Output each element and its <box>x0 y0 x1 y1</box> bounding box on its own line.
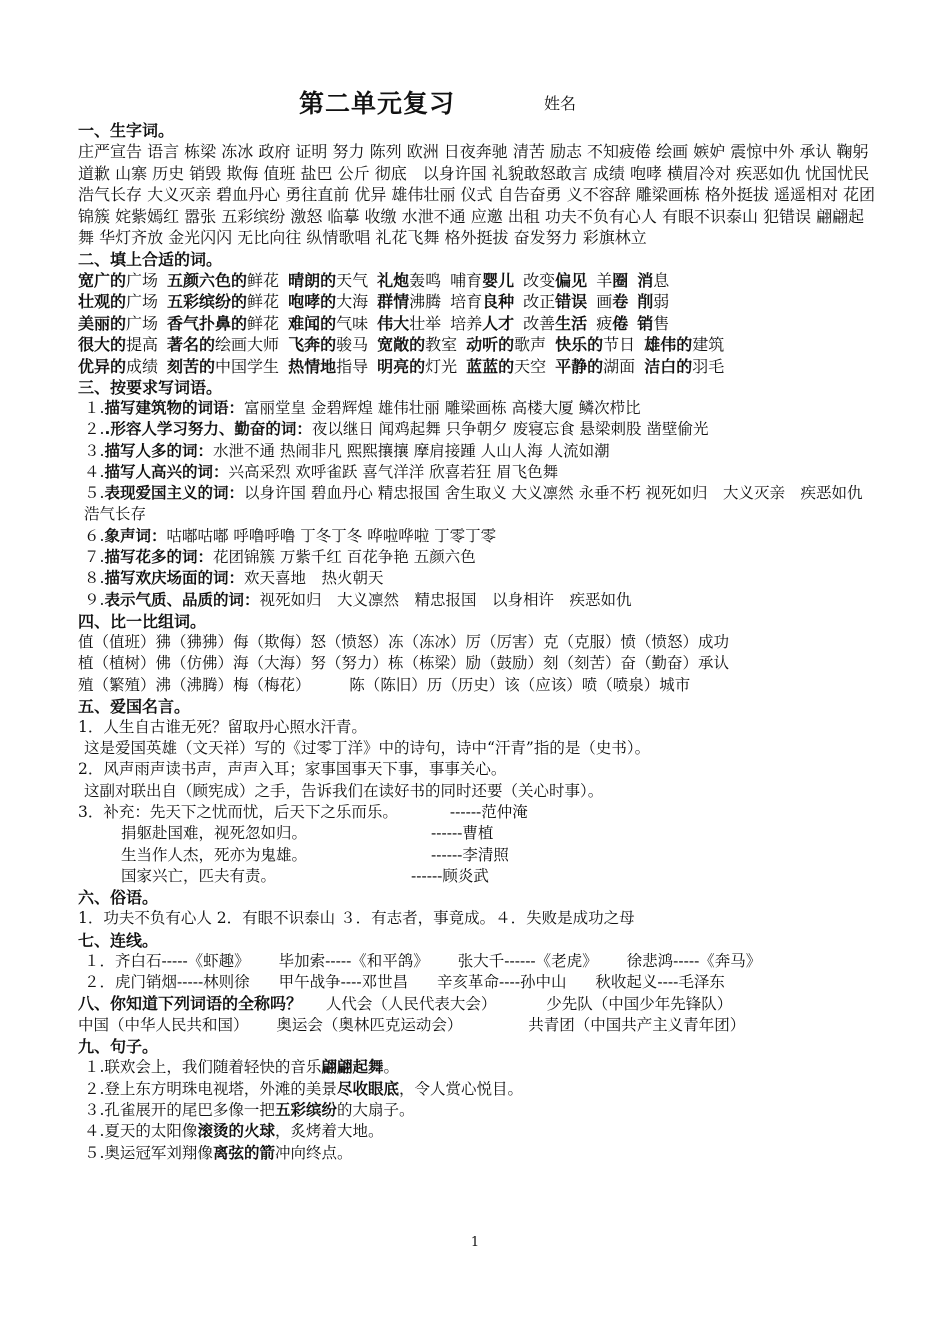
match-item: 毕加索-----《和平鸽》 <box>278 951 429 970</box>
match-item: 辛亥革命----孙中山 <box>437 972 567 991</box>
abbreviation: 少先队（中国少年先锋队） <box>546 995 733 1014</box>
word-group <box>84 590 878 611</box>
title-row <box>78 88 878 120</box>
fill-part: 宽广的 <box>78 270 127 290</box>
abbreviation: 人代会（人民代表大会） <box>325 995 497 1014</box>
fill-part: 飞奔的 <box>288 335 337 354</box>
fill-part: 卷 <box>612 292 629 311</box>
sentence <box>84 1143 878 1164</box>
abbreviation: 奥运会（奥林匹克运动会） <box>276 1016 463 1035</box>
section-8-row <box>78 993 878 1015</box>
compare-line: 植（植树）佛（仿佛）海（大海）努（努力）栋（栋梁）励（鼓励）刻（刻苦）奋（勤奋）承认 <box>78 654 730 673</box>
fill-item <box>167 314 279 333</box>
item-number: ９. <box>84 590 105 609</box>
fill-part: 难闻的 <box>288 313 337 333</box>
section-2-table <box>78 270 878 378</box>
compare-line: 殖（繁殖）沸（沸腾）梅（梅花） 陈（陈旧）历（历史）该（应该）喷（喷泉）城市 <box>78 675 691 694</box>
fill-item <box>555 357 635 376</box>
match-item: １．齐白石-----《虾趣》 <box>84 951 250 970</box>
word-group-label: 描写建筑物的词语： <box>104 399 244 417</box>
fill-part: 成绩 <box>126 356 159 376</box>
quote-line <box>78 802 878 823</box>
fill-item <box>288 314 368 333</box>
fill-item <box>523 314 587 333</box>
section-4-heading: 四、比一比组词。 <box>78 611 207 631</box>
word-group <box>84 462 878 483</box>
word-group <box>84 568 878 589</box>
fill-item <box>78 335 158 354</box>
fill-part: 指导 <box>336 356 369 376</box>
section-8-heading: 八、你知道下列词语的全称吗？ <box>78 994 303 1014</box>
fill-part: 歌声 <box>514 335 547 354</box>
match-item: 甲午战争----邓世昌 <box>278 972 409 991</box>
fill-part: 削 <box>637 292 654 311</box>
fill-part: 提高 <box>126 335 159 354</box>
document-page <box>78 88 878 1164</box>
fill-part: 快乐的 <box>555 335 604 354</box>
sentence-text: ３.孔雀展开的尾巴多像一把 <box>84 1101 275 1120</box>
fill-part: 售 <box>653 313 670 333</box>
word-group-label: 描写人高兴的词： <box>104 462 229 481</box>
quote-line <box>78 866 878 887</box>
sentence-text: ，炙烤着大地。 <box>274 1122 384 1141</box>
quote-author: ------范仲淹 <box>449 803 528 822</box>
fill-item <box>450 314 514 333</box>
fill-part: 五彩缤纷的 <box>167 292 248 311</box>
word-group-text: 欢天喜地 热火朝天 <box>243 569 384 588</box>
sentence-text: 的大扇子。 <box>336 1101 415 1120</box>
sentence-keyword: 翩翩起舞 <box>321 1058 384 1077</box>
fill-item <box>167 335 279 354</box>
fill-part: 节日 <box>603 335 636 354</box>
word-group-label: 描写人多的词： <box>104 441 213 460</box>
fill-part: 宽敞的 <box>377 335 426 354</box>
fill-part: 晴朗的 <box>288 270 337 290</box>
fill-item <box>78 271 158 290</box>
word-group-label: 描写欢庆场面的词： <box>104 569 244 588</box>
fill-item <box>450 271 514 290</box>
match-item: 徐悲鸿-----《奔马》 <box>626 951 762 970</box>
match-item: 秋收起义----毛泽东 <box>595 972 725 991</box>
fill-part: 羊 <box>596 270 613 290</box>
sentence-text: ２.登上东方明珠电视塔，外滩的美景 <box>84 1079 337 1098</box>
fill-part: 改正 <box>523 292 556 311</box>
section-9-heading: 九、句子。 <box>78 1037 159 1057</box>
fill-part: 息 <box>653 270 670 290</box>
fill-part: 气味 <box>336 313 369 333</box>
quote-line <box>78 823 878 844</box>
fill-item <box>596 271 628 290</box>
fill-part: 弱 <box>653 292 670 311</box>
quote-text: 生当作人杰，死亦为鬼雄。 <box>121 845 308 864</box>
name-label: 姓名 <box>544 94 577 113</box>
fill-item <box>466 335 546 354</box>
word-group <box>84 419 878 440</box>
word-group-text: 视死如归 大义凛然 精忠报国 以身相许 疾恶如仇 <box>259 590 632 609</box>
page-title: 第二单元复习 <box>299 89 456 118</box>
section-1-heading: 一、生字词。 <box>78 121 175 140</box>
fill-part: 画 <box>596 292 613 311</box>
quote-author: ------顾炎武 <box>411 866 489 885</box>
sentence-keyword: 滚烫的火球 <box>197 1122 275 1141</box>
sentence <box>84 1121 878 1142</box>
fill-part: 伟大 <box>377 313 410 333</box>
sentence-text: ５.奥运冠军刘翔像 <box>84 1143 213 1162</box>
fill-item <box>637 292 669 311</box>
fill-part: 咆哮的 <box>288 292 337 311</box>
word-group <box>84 398 878 419</box>
fill-item <box>377 271 441 290</box>
fill-part: 轰鸣 <box>409 270 442 290</box>
fill-part: 沸腾 <box>409 292 442 311</box>
fill-part: 著名的 <box>167 335 216 354</box>
quote-line: 这是爱国英雄（文天祥）写的《过零丁洋》中的诗句，诗中“汗青”指的是（史书）。 <box>84 739 651 758</box>
sentence <box>84 1057 878 1078</box>
fill-part: 婴儿 <box>482 270 515 290</box>
fill-item <box>637 271 669 290</box>
fill-part: 疲 <box>596 313 613 333</box>
section-3-list <box>78 398 878 611</box>
word-group-text: 咕嘟咕嘟 呼噜呼噜 丁冬丁冬 哗啦哗啦 丁零丁零 <box>166 526 497 545</box>
section-2-heading: 二、填上合适的词。 <box>78 249 223 269</box>
fill-item <box>450 292 514 311</box>
fill-item <box>377 292 441 311</box>
word-group-label: 表现爱国主义的词： <box>104 484 244 503</box>
fill-part: 热情地 <box>288 356 337 376</box>
fill-part: 蓝蓝的 <box>466 356 515 376</box>
fill-item <box>78 357 158 376</box>
fill-item <box>637 314 669 333</box>
section-6-heading: 六、俗语。 <box>78 888 159 908</box>
word-group <box>84 547 878 568</box>
item-number: ２. <box>84 420 105 439</box>
fill-item <box>523 271 587 290</box>
fill-row <box>78 313 878 335</box>
abbreviation: 中国（中华人民共和国） <box>78 1016 249 1035</box>
fill-item <box>644 357 724 376</box>
word-group-text: 兴高采烈 欢呼雀跃 喜气洋洋 欣喜若狂 眉飞色舞 <box>228 462 559 481</box>
compare-line: 值（值班）狒（狒狒）侮（欺侮）怒（愤怒）冻（冻冰）厉（厉害）克（克服）愤（愤怒）成功 <box>78 632 730 651</box>
word-group-label: 象声词： <box>104 526 167 545</box>
word-group-label: 描写花多的词： <box>104 548 213 567</box>
sentence-text: １.联欢会上，我们随着轻快的音乐 <box>84 1058 322 1077</box>
proverb-line: 1．功夫不负有心人 2．有眼不识泰山 ３．有志者，事竟成。４．失败是成功之母 <box>78 909 635 928</box>
quote-text: 国家兴亡，匹夫有责。 <box>121 866 277 885</box>
item-number: ６. <box>84 526 105 545</box>
match-line <box>78 951 878 972</box>
sentence-text: 冲向终点。 <box>274 1143 353 1162</box>
fill-part: 湖面 <box>603 356 636 376</box>
page-number: 1 <box>470 1235 480 1250</box>
quote-line: 1．人生自古谁无死？留取丹心照水汗青。 <box>78 717 367 736</box>
fill-part: 销 <box>637 313 654 333</box>
fill-row <box>78 291 878 313</box>
fill-part: 天空 <box>514 356 547 376</box>
fill-part: 大海 <box>336 292 369 311</box>
fill-part: 培育 <box>450 292 483 311</box>
fill-part: 鲜花 <box>247 270 280 290</box>
section-5-heading: 五、爱国名言。 <box>78 696 191 716</box>
sentence-text: 。 <box>383 1058 399 1077</box>
sentence <box>84 1100 878 1121</box>
word-group <box>84 483 878 526</box>
section-3-heading: 三、按要求写词语。 <box>78 378 223 397</box>
fill-row <box>78 356 878 378</box>
fill-part: 骏马 <box>336 335 369 354</box>
fill-part: 天气 <box>336 270 369 290</box>
fill-item <box>78 314 158 333</box>
fill-part: 错误 <box>555 292 588 311</box>
item-number: ５. <box>84 484 105 503</box>
fill-part: 消 <box>637 270 654 290</box>
item-number: ４. <box>84 462 105 481</box>
word-group-label: 表示气质、品质的词： <box>104 590 260 609</box>
sentence-keyword: 离弦的箭 <box>212 1143 275 1162</box>
quote-text: 捐躯赴国难，视死忽如归。 <box>121 824 308 843</box>
fill-part: 培养 <box>450 313 483 333</box>
fill-row <box>78 334 878 356</box>
sentence-keyword: 尽收眼底 <box>336 1079 399 1098</box>
fill-part: 刻苦的 <box>167 356 216 376</box>
match-line <box>78 972 878 993</box>
fill-item <box>288 357 368 376</box>
fill-part: 建筑 <box>692 335 725 354</box>
sentence-text: ，令人赏心悦目。 <box>398 1079 523 1098</box>
fill-item <box>288 271 368 290</box>
fill-part: 鲜花 <box>247 313 280 333</box>
fill-row <box>78 270 878 292</box>
fill-part: 五颜六色的 <box>167 270 248 290</box>
section-1-words: 庄严宣告 语言 栋梁 冻冰 政府 证明 努力 陈列 欧洲 日夜奔驰 清苦 励志 不知疲倦 绘画 嫉妒 震惊中外 承认 鞠躬 道歉 山寨 历史 销毁 欺侮 值班 盐巴 公斤 彻底 以身许国 礼貌敢怒敢言 成绩 咆哮 横眉冷对 疾恶如仇 忧国忧民 浩气长存 大义灭亲 碧血丹心 勇往直前 优异 雄伟壮丽 仪式 自告奋勇 义不容辞 雕梁画栋 格外挺拔 遥遥相对 花团锦簇 姹紫嫣红 嚣张 五彩缤纷 激怒 临摹 收缴 水泄不通 应邀 出租 功夫不负有心人 有眼不识泰山 犯错误 翩翩起舞 华灯齐放 金光闪闪 无比向往 纵情歌唱 礼花飞舞 格外挺拔 奋发努力 彩旗林立 <box>78 142 876 247</box>
fill-item <box>644 335 724 354</box>
fill-part: 很大的 <box>78 335 127 354</box>
item-number: ７. <box>84 548 105 567</box>
fill-item <box>377 335 457 354</box>
fill-part: 偏见 <box>555 270 588 290</box>
fill-part: 灯光 <box>425 356 458 376</box>
quote-line: 这副对联出自（顾宪成）之手，告诉我们在读好书的同时还要（关心时事）。 <box>84 781 604 800</box>
sentence-keyword: 五彩缤纷 <box>274 1101 337 1120</box>
fill-item <box>78 292 158 311</box>
sentence-text: ４.夏天的太阳像 <box>84 1122 198 1141</box>
fill-item <box>288 292 368 311</box>
fill-part: 鲜花 <box>247 292 280 311</box>
word-group-text: 富丽堂皇 金碧辉煌 雄伟壮丽 雕梁画栋 高楼大厦 鳞次栉比 <box>243 399 641 417</box>
word-group-text: 夜以继日 闻鸡起舞 只争朝夕 废寝忘食 悬梁刺股 凿壁偷光 <box>311 420 709 439</box>
fill-item <box>596 292 628 311</box>
fill-item <box>288 335 368 354</box>
quote-author: ------李清照 <box>431 845 509 864</box>
fill-part: 生活 <box>555 313 588 333</box>
fill-part: 洁白的 <box>644 356 693 376</box>
fill-part: 平静的 <box>555 356 604 376</box>
item-number: ８. <box>84 569 105 588</box>
fill-part: 广场 <box>126 292 159 311</box>
fill-part: 中国学生 <box>215 356 280 376</box>
match-item: ２．虎门销烟-----林则徐 <box>84 972 250 991</box>
fill-item <box>596 314 628 333</box>
fill-part: 改善 <box>523 313 556 333</box>
fill-item <box>167 292 279 311</box>
fill-part: 礼炮 <box>377 270 410 290</box>
sentence <box>84 1079 878 1100</box>
fill-part: 倦 <box>612 313 629 333</box>
section-7-heading: 七、连线。 <box>78 930 159 950</box>
fill-item <box>377 314 441 333</box>
fill-part: 优异的 <box>78 356 127 376</box>
fill-item <box>167 271 279 290</box>
fill-part: 广场 <box>126 270 159 290</box>
word-group <box>84 526 878 547</box>
fill-part: 教室 <box>425 335 458 354</box>
match-item: 张大千------《老虎》 <box>457 951 598 970</box>
fill-part: 人才 <box>482 313 515 333</box>
fill-part: 美丽的 <box>78 313 127 333</box>
item-number: １. <box>84 399 105 417</box>
fill-item <box>555 335 635 354</box>
fill-part: 香气扑鼻的 <box>167 313 248 333</box>
quote-line <box>78 845 878 866</box>
fill-part: 动听的 <box>466 335 515 354</box>
quote-author: ------曹植 <box>431 824 494 843</box>
fill-item <box>523 292 587 311</box>
fill-part: 明亮的 <box>377 356 426 376</box>
fill-part: 壮举 <box>409 313 442 333</box>
fill-part: 壮观的 <box>78 292 127 311</box>
fill-part: 圈 <box>612 270 629 290</box>
quote-line: 2．风声雨声读书声，声声入耳；家事国事天下事，事事关心。 <box>78 760 507 779</box>
item-number: ３. <box>84 441 105 460</box>
fill-part: 绘画大师 <box>215 335 280 354</box>
fill-part: 羽毛 <box>692 356 725 376</box>
fill-part: 广场 <box>126 313 159 333</box>
fill-part: 群情 <box>377 292 410 311</box>
section-9-list <box>78 1057 878 1163</box>
word-group-text: 水泄不通 热闹非凡 熙熙攘攘 摩肩接踵 人山人海 人流如潮 <box>212 441 610 460</box>
section-8-row <box>78 1015 878 1036</box>
word-group <box>84 441 878 462</box>
fill-part: 改变 <box>523 270 556 290</box>
abbreviation: 共青团（中国共产主义青年团） <box>528 1016 746 1035</box>
fill-item <box>167 357 279 376</box>
fill-part: 雄伟的 <box>644 335 693 354</box>
fill-part: 哺育 <box>450 270 483 290</box>
word-group-text: 以身许国 碧血丹心 精忠报国 舍生取义 大义凛然 永垂不朽 视死如归 大义灭亲 疾恶如仇 浩气长存 <box>84 484 878 524</box>
fill-part: 良种 <box>482 292 515 311</box>
fill-item <box>466 357 546 376</box>
word-group-label: .形容人学习努力、勤奋的词： <box>104 420 312 439</box>
quote-text: 3．补充：先天下之忧而忧，后天下之乐而乐。 <box>78 803 398 822</box>
word-group-text: 花团锦簇 万紫千红 百花争艳 五颜六色 <box>212 548 476 567</box>
fill-item <box>377 357 457 376</box>
